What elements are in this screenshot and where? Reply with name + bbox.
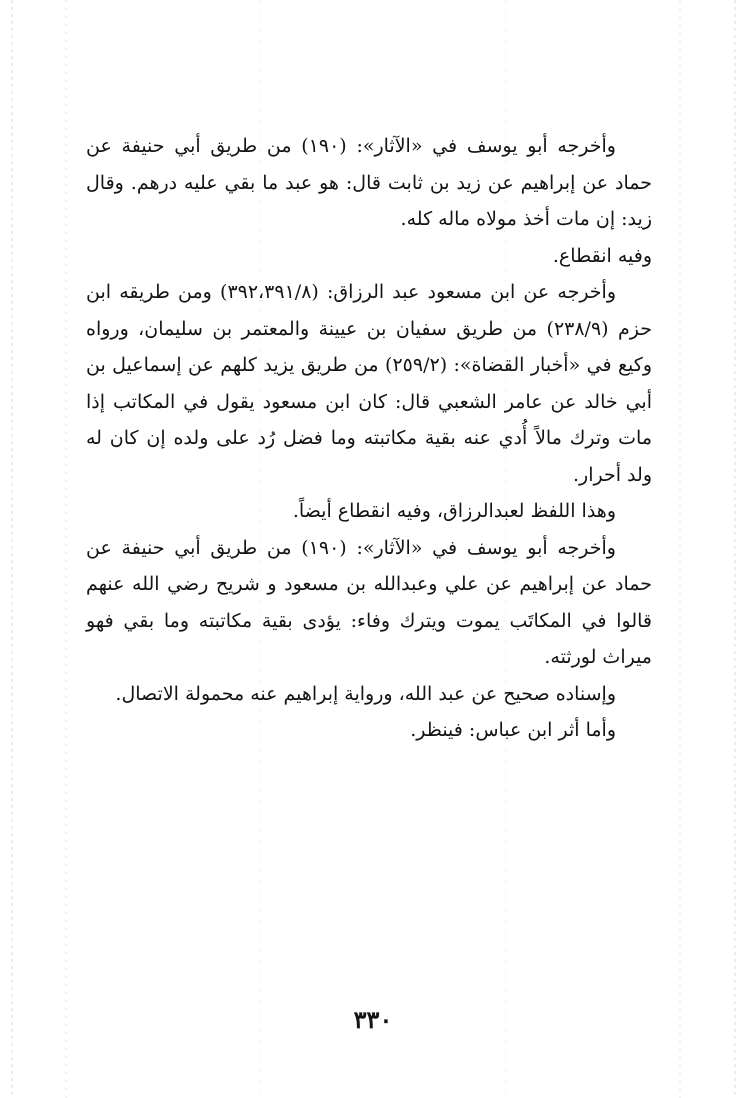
paragraph-abu-yusuf-zayd: وأخرجه أبو يوسف في «الآثار»: (١٩٠) من طريق أبي حنيفة عن حماد عن إبراهيم عن زيد بن ثابت قال: هو عبد ما بقي عليه درهم. وقال زيد: إن مات أخذ مولاه ماله كله. [86, 135, 652, 230]
paragraph-ibn-masud-abdulrazzaq: وأخرجه عن ابن مسعود عبد الرزاق: (٣٩٢،٣٩١/٨) ومن طريقه ابن حزم (٢٣٨/٩) من طريق سفيان بن عيينة والمعتمر بن سليمان، ورواه وكيع في «أخبار القضاة»: (٢٥٩/٢) من طريق يزيد كلهم عن إسماعيل بن أبي خالد عن عامر الشعبي قال: كان ابن مسعود يقول في المكاتب إذا مات وترك مالاً أُدي عنه بقية مكاتبته وما فضل رُد على ولده إن كان له ولد أحرار. [86, 281, 653, 486]
paragraph-ibn-abbas: وأما أثر ابن عباس: فينظر. [410, 719, 616, 741]
paragraph-isnad-note: وإسناده صحيح عن عبد الله، ورواية إبراهيم عنه محمولة الاتصال. [115, 682, 616, 705]
page-body [86, 128, 652, 749]
paragraph-abu-yusuf-ali: وأخرجه أبو يوسف في «الآثار»: (١٩٠) من طريق أبي حنيفة عن حماد عن إبراهيم عن علي وعبدالله بن مسعود و شريح رضي الله عنهم قالوا في المكاتَب يموت ويترك وفاء: يؤدى بقية مكاتبته وما بقي فهو ميراث لورثته. [86, 536, 652, 668]
page-number: ٣٣٠ [353, 1005, 393, 1034]
paragraph-inqita: وفيه انقطاع. [552, 244, 652, 267]
paragraph-wording-note: وهذا اللفظ لعبدالرزاق، وفيه انقطاع أيضاً. [292, 500, 616, 522]
